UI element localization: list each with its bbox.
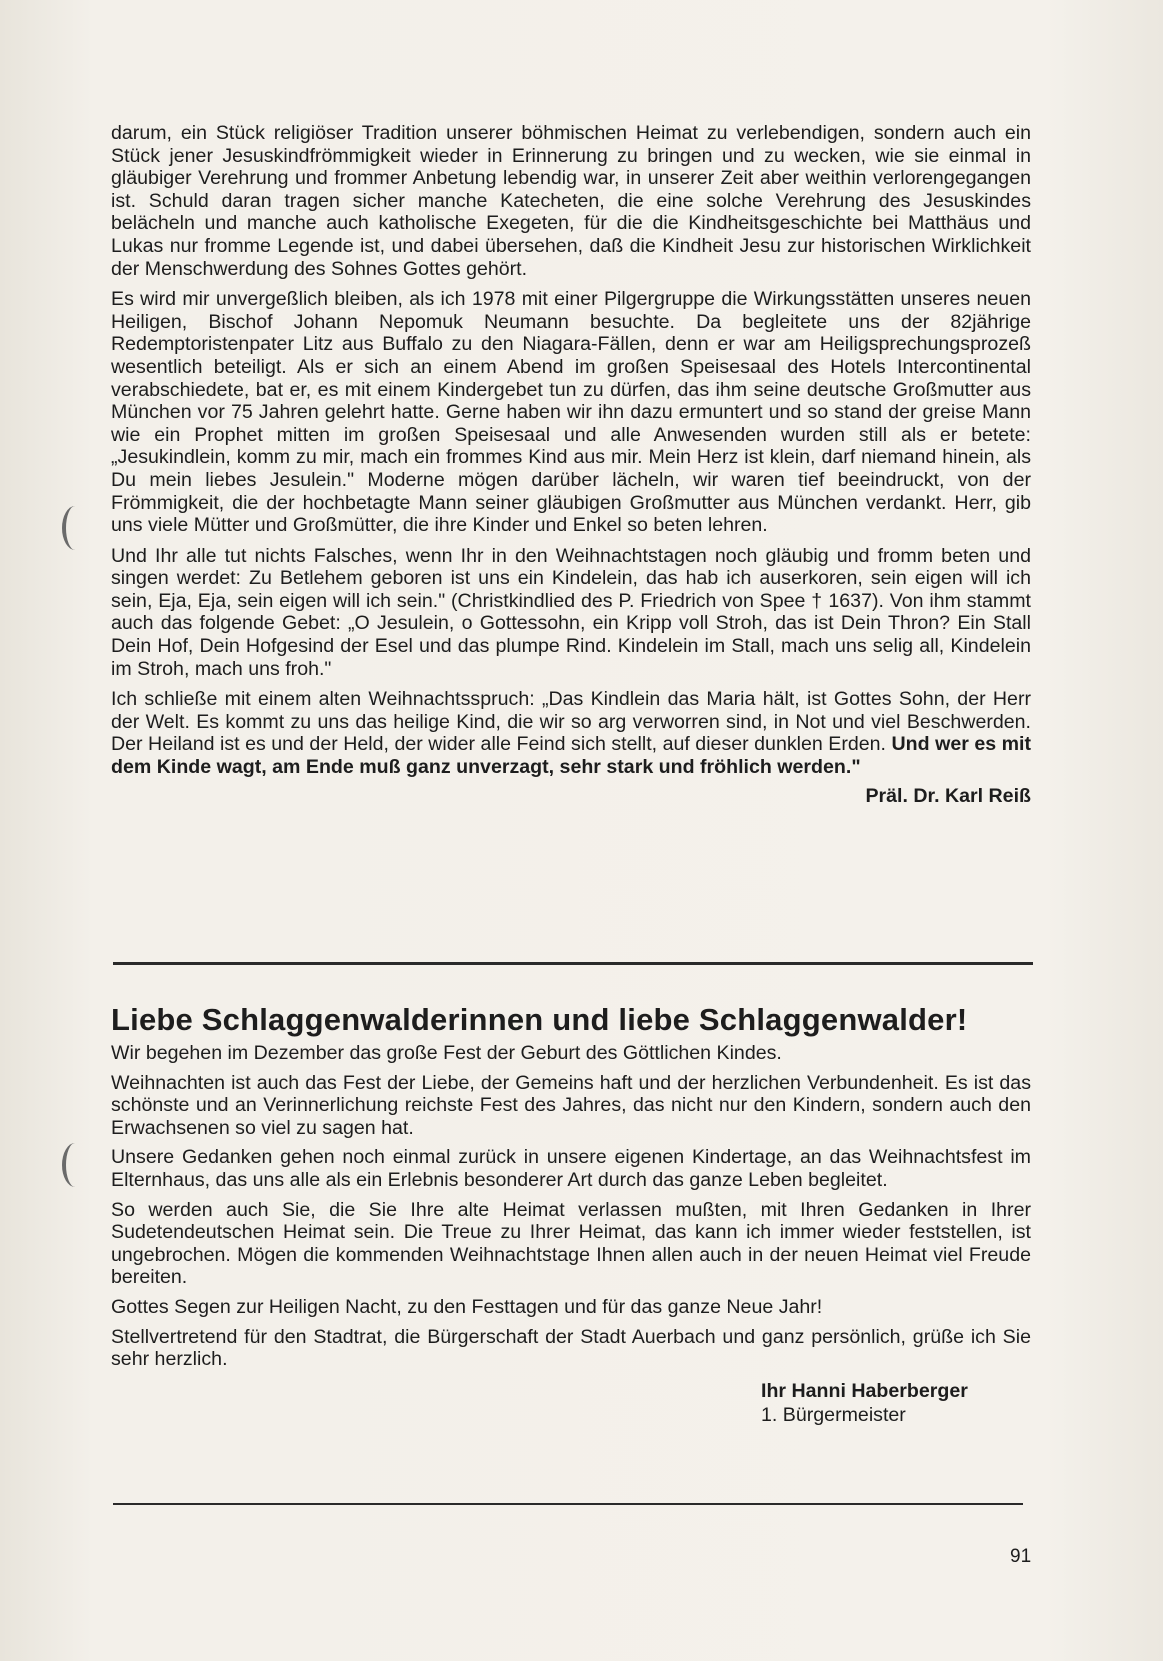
section-divider	[113, 962, 1033, 965]
signature-name: Ihr Hanni Haberberger	[761, 1379, 968, 1402]
greeting-section	[111, 1002, 1031, 1427]
punch-hole-bottom	[62, 1143, 88, 1187]
bottom-divider	[113, 1503, 1023, 1505]
greeting-paragraph: Unsere Gedanken gehen noch einmal zurück in unsere eigenen Kindertage, an das Weihnachtsfest im Elternhaus, das uns alle als ein Erlebnis besonderer Art durch das ganze Leben begleitet.	[111, 1146, 1031, 1191]
greeting-paragraph: Wir begehen im Dezember das große Fest der Geburt des Göttlichen Kindes.	[111, 1042, 782, 1064]
greeting-signature	[761, 1379, 1031, 1427]
article-paragraph: darum, ein Stück religiöser Tradition unserer böhmischen Heimat zu verlebendigen, sondern auch ein Stück jener Jesuskindfrömmigkeit wieder in Erinnerung zu bringen und zu wecken, wie sie einmal in gläubiger Verehrung und frommer Anbetung lebendig war, in unserer Zeit aber weithin verlorengegangen ist. Schuld daran tragen sicher manche Katecheten, die eine solche Verehrung des Jesuskindes belächeln und manche auch katholische Exegeten, für die die Kindheitsgeschichte bei Matthäus und Lukas nur fromme Legende ist, und dabei übersehen, daß die Kindheit Jesu zur historischen Wirklichkeit der Menschwerdung des Sohnes Gottes gehört.	[111, 122, 1031, 280]
signature-title: 1. Bürgermeister	[761, 1403, 906, 1426]
article-text	[111, 122, 1031, 807]
article-paragraph: Es wird mir unvergeßlich bleiben, als ich 1978 mit einer Pilgergruppe die Wirkungsstätten unseres neuen Heiligen, Bischof Johann Nepomuk Neumann besuchte. Da begleitete uns der 82jährige Redemptoristenpater Litz aus Buffalo zu den Niagara-Fällen, denn er war am Heiligsprechungsprozeß wesentlich beteiligt. Als er sich an einem Abend im großen Speisesaal des Hotels Intercontinental verabschiedete, bat er, es mit einem Kindergebet tun zu dürfen, das ihm seine deutsche Großmutter aus München vor 75 Jahren gelehrt hatte. Gerne haben wir ihn dazu ermuntert und so stand der greise Mann wie ein Prophet mitten im großen Speisesaal und alle Anwesenden wurden still als er betete: „Jesukindlein, komm zu mir, mach ein frommes Kind aus mir. Mein Herz ist klein, darf niemand hinein, als Du mein liebes Jesulein." Moderne mögen darüber lächeln, wir waren tief beeindruckt, von der Frömmigkeit, die der hochbetagte Mann seiner gläubigen Großmutter aus München verdankt. Herr, gib uns viele Mütter und Großmütter, die ihre Kinder und Enkel so beten lehren.	[111, 288, 1031, 537]
punch-hole-top	[62, 506, 88, 550]
greeting-heading: Liebe Schlaggenwalderinnen und liebe Schlaggenwalder!	[111, 1002, 968, 1037]
greeting-paragraph: Gottes Segen zur Heiligen Nacht, zu den Festtagen und für das ganze Neue Jahr!	[111, 1295, 823, 1318]
greeting-paragraph: Stellvertretend für den Stadtrat, die Bürgerschaft der Stadt Auerbach und ganz persönlich, grüße ich Sie sehr herzlich.	[111, 1325, 1031, 1371]
article-signature: Präl. Dr. Karl Reiß	[865, 784, 1031, 807]
closing-bold-text: Und wer es mit dem Kinde wagt, am Ende muß ganz unverzagt, sehr stark und fröhlich werden."	[111, 733, 1032, 779]
closing-plain-text: Ich schließe mit einem alten Weihnachtsspruch: „Das Kindlein das Maria hält, ist Gottes Sohn, der Herr der Welt. Es kommt zu uns das heilige Kind, die wir so arg verworren sind, in Not und viel Beschwerden. Der Heiland ist es und der Held, der wider alle Feind sich stellt, auf dieser dunklen Erden.	[111, 688, 1031, 756]
article-closing-paragraph	[111, 688, 1031, 778]
greeting-paragraph: Weihnachten ist auch das Fest der Liebe, der Gemeins haft und der herzlichen Verbundenheit. Es ist das schönste und an Verinnerlichung reichste Fest des Jahres, das nicht nur den Kindern, sondern auch den Erwachsenen so viel zu sagen hat.	[111, 1071, 1031, 1139]
greeting-paragraph: So werden auch Sie, die Sie Ihre alte Heimat verlassen mußten, mit Ihren Gedanken in Ihrer Sudetendeutschen Heimat sein. Die Treue zu Ihrer Heimat, das kann ich immer wieder feststellen, ist ungebrochen. Mögen die kommenden Weihnachtstage Ihnen allen auch in der neuen Heimat viel Freude bereiten.	[111, 1198, 1031, 1289]
article-paragraph: Und Ihr alle tut nichts Falsches, wenn Ihr in den Weihnachtstagen noch gläubig und fromm beten und singen werdet: Zu Betlehem geboren ist uns ein Kindelein, das hab ich auserkoren, sein eigen will ich sein, Eja, Eja, sein eigen will ich sein." (Christkindlied des P. Friedrich von Spee † 1637). Von ihm stammt auch das folgende Gebet: „O Jesulein, o Gottessohn, ein Kripp voll Stroh, das ist Dein Thron? Ein Stall Dein Hof, Dein Hofgesind der Esel und das plumpe Rind. Kindelein im Stall, mach uns selig all, Kindelein im Stroh, mach uns froh."	[111, 544, 1031, 680]
page-number: 91	[1010, 1546, 1032, 1567]
